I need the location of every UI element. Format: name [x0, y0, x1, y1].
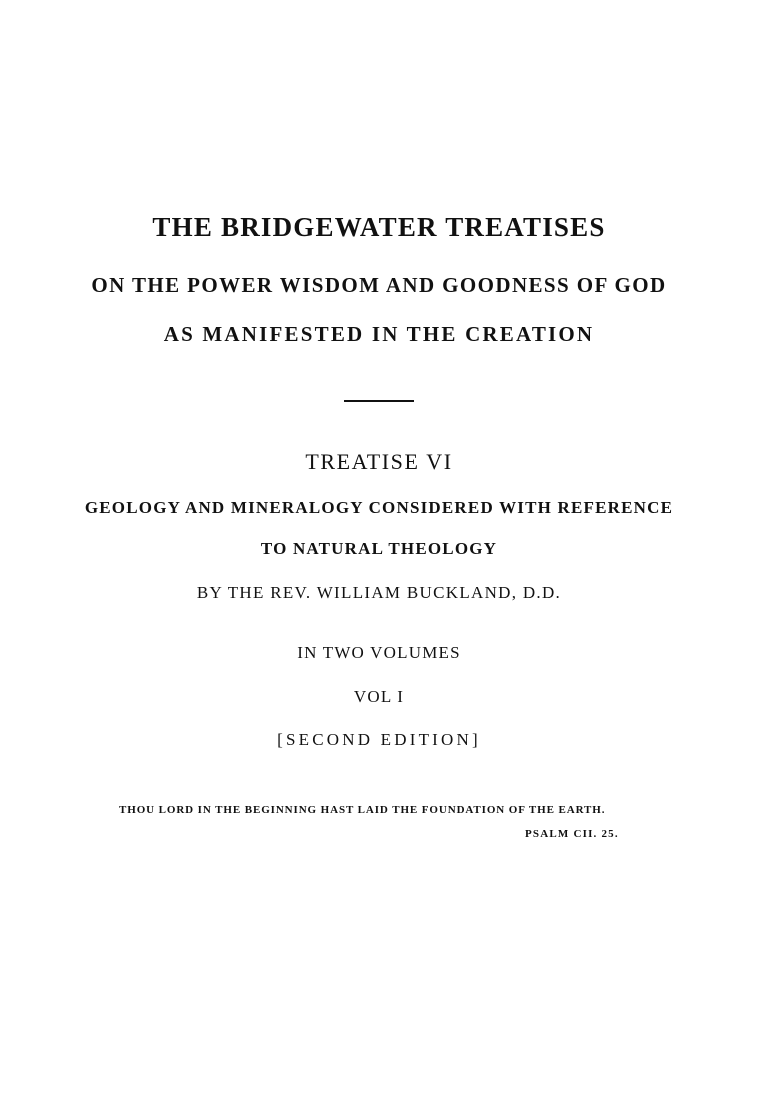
series-subtitle-line-2: AS MANIFESTED IN THE CREATION: [163, 322, 595, 346]
treatise-number: TREATISE VI: [305, 449, 453, 474]
volume-number: VOL I: [353, 687, 405, 706]
epigraph: THOU LORD IN THE BEGINNING HAST LAID THE FOUNDATION OF THE EARTH.: [119, 804, 606, 816]
subject-line-2: TO NATURAL THEOLOGY: [260, 539, 498, 558]
subject-line-1: GEOLOGY AND MINERALOGY CONSIDERED WITH REFERENCE: [84, 498, 674, 517]
volumes-line: IN TWO VOLUMES: [297, 643, 461, 662]
horizontal-rule: [344, 400, 414, 402]
epigraph-source: PSALM CII. 25.: [525, 828, 619, 840]
series-title: THE BRIDGEWATER TREATISES: [152, 212, 606, 242]
series-subtitle-line-1: ON THE POWER WISDOM AND GOODNESS OF GOD: [91, 273, 667, 297]
edition-line: [SECOND EDITION]: [277, 730, 481, 749]
author-line: BY THE REV. WILLIAM BUCKLAND, D.D.: [196, 583, 562, 602]
